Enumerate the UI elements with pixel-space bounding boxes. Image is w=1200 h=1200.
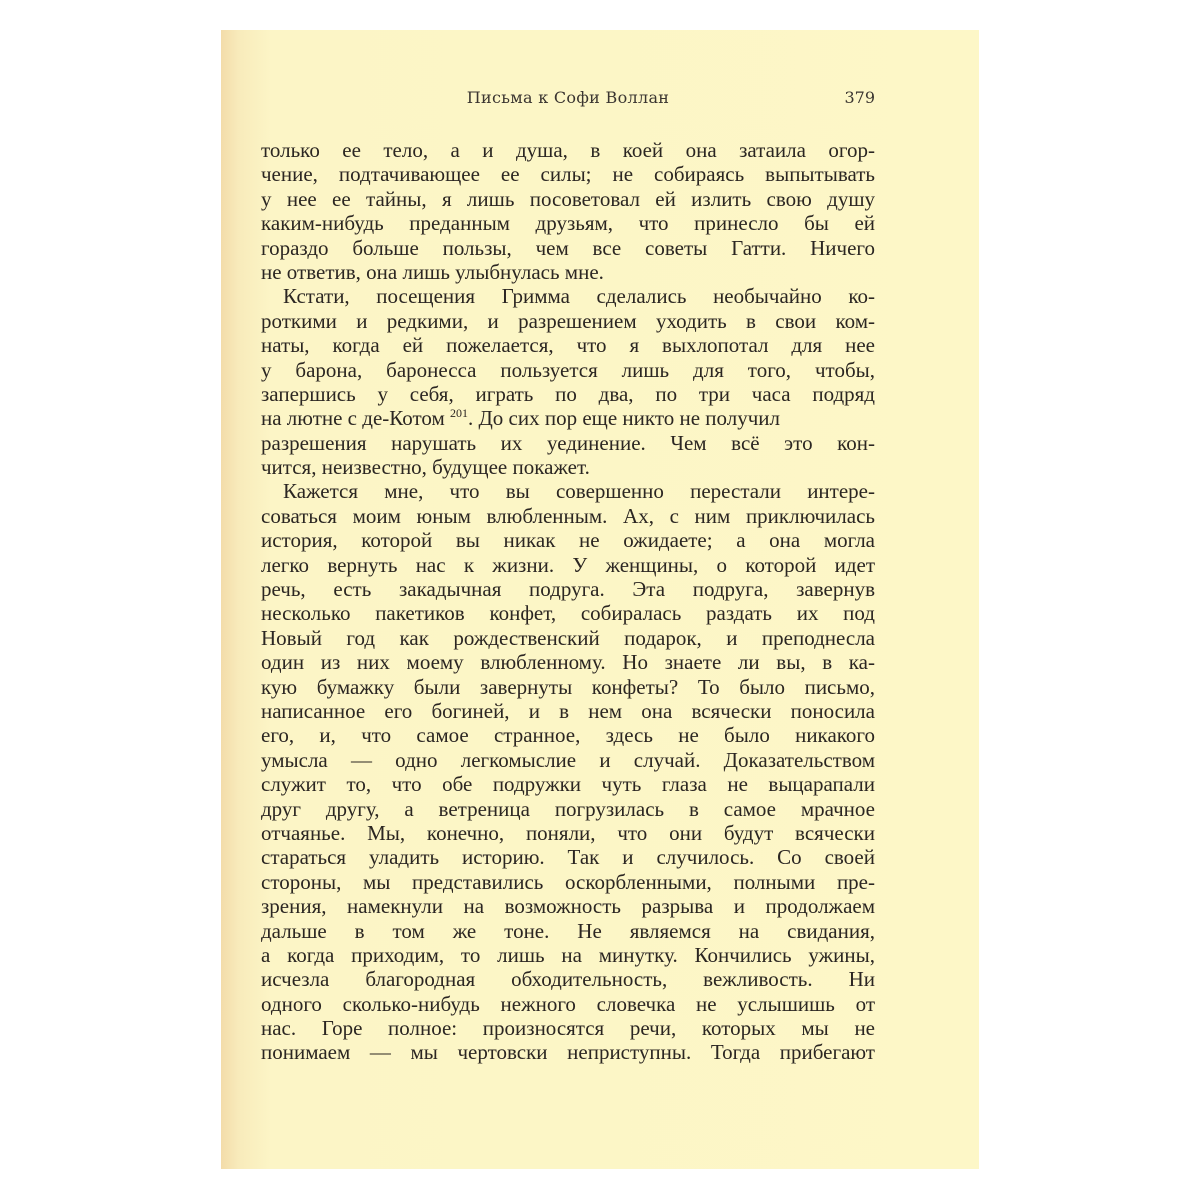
text-before-footnote: на лютне с де-Котом	[261, 406, 445, 431]
paragraph	[261, 138, 875, 284]
text-line: разрешения нарушать их уединение. Чем всё это кон-	[261, 430, 875, 455]
text-line: несколько пакетиков конфет, собиралась раздать их под	[261, 601, 875, 626]
text-line: соваться моим юным влюбленным. Ах, с ним приключилась	[261, 503, 875, 528]
text-line: история, которой вы никак не ожидаете; а она могла	[261, 528, 875, 553]
text-line: дальше в том же тоне. Не являемся на свидания,	[261, 918, 875, 943]
text-line: его, и, что самое странное, здесь не было никакого	[261, 723, 875, 748]
text-line: нас. Горе полное: произносятся речи, которых мы не	[261, 1016, 875, 1041]
text-line: отчаянье. Мы, конечно, поняли, что они будут всячески	[261, 820, 875, 845]
text-line: Кажется мне, что вы совершенно перестали интере-	[283, 479, 875, 504]
text-line: у барона, баронесса пользуется лишь для того, чтобы,	[261, 357, 875, 382]
text-line: понимаем — мы чертовски неприступны. Тогда прибегают	[261, 1040, 875, 1065]
page-number: 379	[844, 88, 875, 107]
page-header	[261, 88, 875, 112]
text-line: кую бумажку были завернуты конфеты? То было письмо,	[261, 674, 875, 699]
paragraph	[261, 284, 875, 479]
text-line: написанное его богиней, и в нем она всячески поносила	[261, 698, 875, 723]
text-line: у нее ее тайны, я лишь посоветовал ей излить свою душу	[261, 186, 875, 211]
text-line: зрения, намекнули на возможность разрыва и продолжаем	[261, 894, 875, 919]
text-line: гораздо больше пользы, чем все советы Гатти. Ничего	[261, 235, 875, 260]
text-line: Новый год как рождественский подарок, и преподнесла	[261, 625, 875, 650]
text-line: исчезла благородная обходительность, вежливость. Ни	[261, 967, 875, 992]
text-line: один из них моему влюбленному. Но знаете ли вы, в ка-	[261, 650, 875, 675]
text-line: речь, есть закадычная подруга. Эта подруга, завернув	[261, 577, 875, 602]
text-line: роткими и редкими, и разрешением уходить в свои ком-	[261, 308, 875, 333]
text-line: Кстати, посещения Гримма сделались необычайно ко-	[283, 284, 875, 309]
text-line: наты, когда ей пожелается, что я выхлопотал для нее	[261, 333, 875, 358]
text-line: стараться уладить историю. Так и случилось. Со своей	[261, 845, 875, 870]
page-body	[261, 138, 875, 1065]
footnote-ref[interactable]: 201	[449, 406, 468, 421]
book-page	[221, 30, 979, 1169]
text-line: чение, подтачивающее ее силы; не собираясь выпытывать	[261, 162, 875, 187]
text-line: чится, неизвестно, будущее покажет.	[261, 455, 590, 480]
running-header: Письма к Софи Воллан	[466, 88, 670, 107]
text-line: каким-нибудь преданным друзьям, что принесло бы ей	[261, 211, 875, 236]
text-line: служит то, что обе подружки чуть глаза не выцарапали	[261, 772, 875, 797]
text-line: друг другу, а ветреница погрузилась в самое мрачное	[261, 796, 875, 821]
text-line-with-footnote	[261, 406, 875, 430]
text-line: легко вернуть нас к жизни. У женщины, о которой идет	[261, 552, 875, 577]
text-line: умысла — одно легкомыслие и случай. Доказательством	[261, 747, 875, 772]
text-line: только ее тело, а и душа, в коей она затаила огор-	[261, 138, 875, 162]
text-line: не ответив, она лишь улыбнулась мне.	[261, 259, 604, 284]
text-line: запершись у себя, играть по два, по три часа подряд	[261, 381, 875, 406]
text-line: одного сколько-нибудь нежного словечка не услышишь от	[261, 991, 875, 1016]
text-line: стороны, мы представились оскорбленными, полными пре-	[261, 869, 875, 894]
text-after-footnote: . До сих пор еще никто не получил	[467, 406, 781, 431]
paragraph	[261, 479, 875, 1064]
text-line: а когда приходим, то лишь на минутку. Кончились ужины,	[261, 942, 875, 967]
